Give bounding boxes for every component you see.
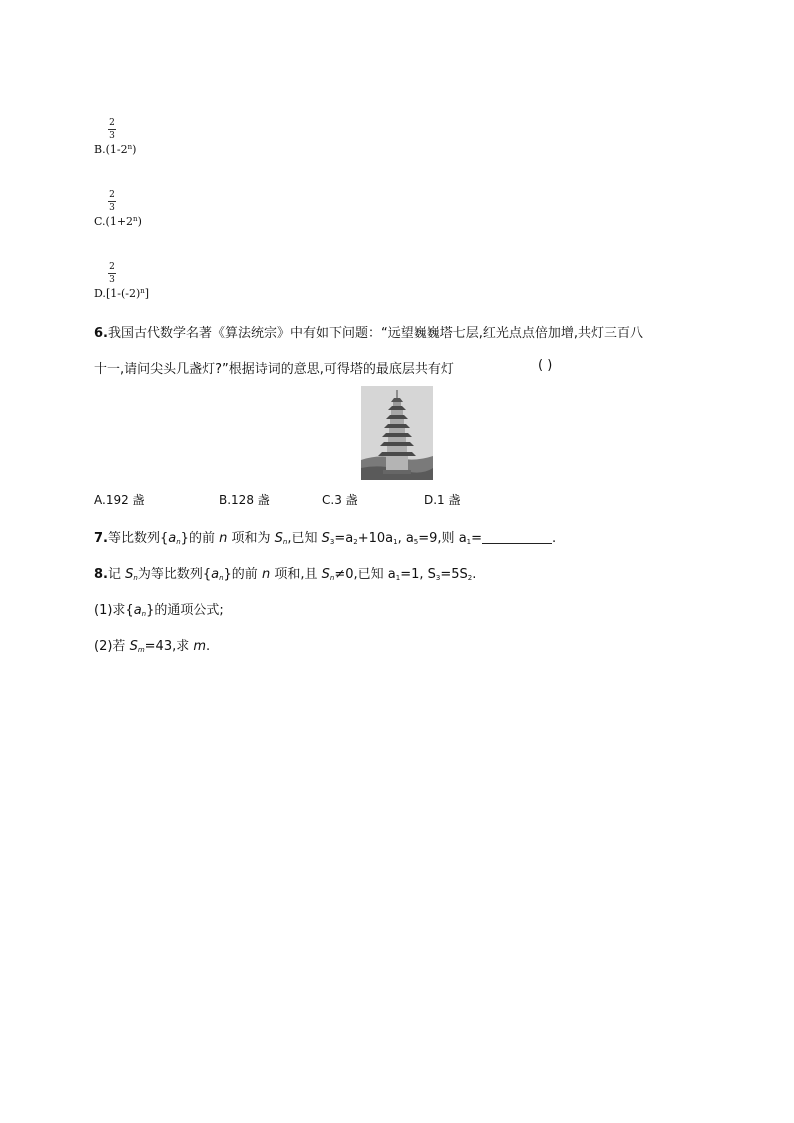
fraction-d [108,262,116,285]
question-6-line-1 [94,322,643,341]
sub: n [219,574,224,582]
var-s: S [129,639,138,654]
var-n: n [219,531,228,546]
pagoda-image [361,386,433,480]
sub: n [329,574,335,582]
text: =5S [440,567,468,582]
fraction-denominator: 3 [109,203,115,213]
var-m: m [193,639,207,654]
question-text: 我国古代数学名著《算法统宗》中有如下问题：“远望巍巍塔七层,红光点点倍加增,共灯三百八 [107,326,643,341]
answer-parentheses: ( ) [538,358,553,373]
text: 等比数列{ [107,531,169,546]
text: . [472,567,477,582]
sub: 2 [467,574,473,582]
text: . [552,531,557,546]
choice-d[interactable]: D.1 盏 [424,493,461,507]
var-s: S [321,531,330,546]
text: =1, S [400,567,436,582]
text: }的前 [180,531,215,546]
question-8-part-1 [94,599,224,618]
option-letter: B. [94,143,106,156]
text: 记 [107,567,126,582]
var-a: a [133,603,142,618]
answer-blank[interactable] [482,531,552,544]
fraction-denominator: 3 [109,275,115,285]
question-7 [94,527,556,546]
text: =a [334,531,354,546]
choice-c[interactable]: C.3 盏 [322,493,358,507]
question-8-part-2 [94,635,210,654]
var-s: S [125,567,134,582]
fraction-numerator: 2 [109,190,115,200]
var-s: S [274,531,283,546]
option-expr: [1-(-2) [105,287,141,300]
question-text: 十一,请问尖头几盏灯?”根据诗词的意思,可得塔的最底层共有灯 [94,362,454,377]
question-6-line-2 [94,358,454,377]
text: 项和,且 [274,567,318,582]
question-number: 8. [94,567,108,582]
question-number: 6. [94,326,108,341]
option-expr: (1+2 [105,215,134,228]
text: 项和为 [231,531,271,546]
option-expr-close: ) [137,215,142,228]
sub: m [137,646,145,654]
text: }的通项公式; [146,603,224,618]
text: = [471,531,483,546]
fraction-b [108,118,116,141]
text: =9,则 a [418,531,467,546]
var-a: a [168,531,177,546]
sub: n [176,538,181,546]
pagoda-icon [361,386,433,480]
sub: 1 [395,574,401,582]
option-c[interactable] [94,215,142,228]
sub: 3 [329,538,335,546]
text: =43,求 [144,639,190,654]
sub: 2 [353,538,358,546]
option-sup: n [133,215,138,223]
choice-b[interactable]: B.128 盏 [219,493,270,507]
text: +10a [357,531,394,546]
option-sup: n [127,143,133,151]
text: 为等比数列{ [137,567,212,582]
option-expr-close: ) [132,143,137,156]
question-8 [94,563,476,582]
fraction-c [108,190,116,213]
text: . [206,639,211,654]
option-d[interactable] [94,287,149,300]
text: }的前 [223,567,258,582]
sub: n [141,610,147,618]
question-number: 7. [94,531,108,546]
text: ≠0,已知 a [334,567,396,582]
option-expr: (1-2 [105,143,128,156]
sub: 3 [435,574,441,582]
option-b[interactable] [94,143,136,156]
sub: 5 [413,538,419,546]
var-n: n [261,567,271,582]
fraction-denominator: 3 [109,131,115,141]
option-letter: C. [94,215,106,228]
choice-a[interactable]: A.192 盏 [94,493,145,507]
var-s: S [321,567,330,582]
text: (1)求{ [94,603,134,618]
option-sup: n [140,287,145,295]
sub: 1 [466,538,472,546]
sub: 1 [393,538,398,546]
fraction-numerator: 2 [109,262,115,272]
sub: n [133,574,138,582]
option-expr-close: ] [144,287,150,300]
text: (2)若 [94,639,130,654]
text: ,已知 [287,531,318,546]
option-letter: D. [94,287,106,300]
var-a: a [211,567,220,582]
fraction-numerator: 2 [109,118,115,128]
sub: n [282,538,288,546]
text: , a [397,531,414,546]
